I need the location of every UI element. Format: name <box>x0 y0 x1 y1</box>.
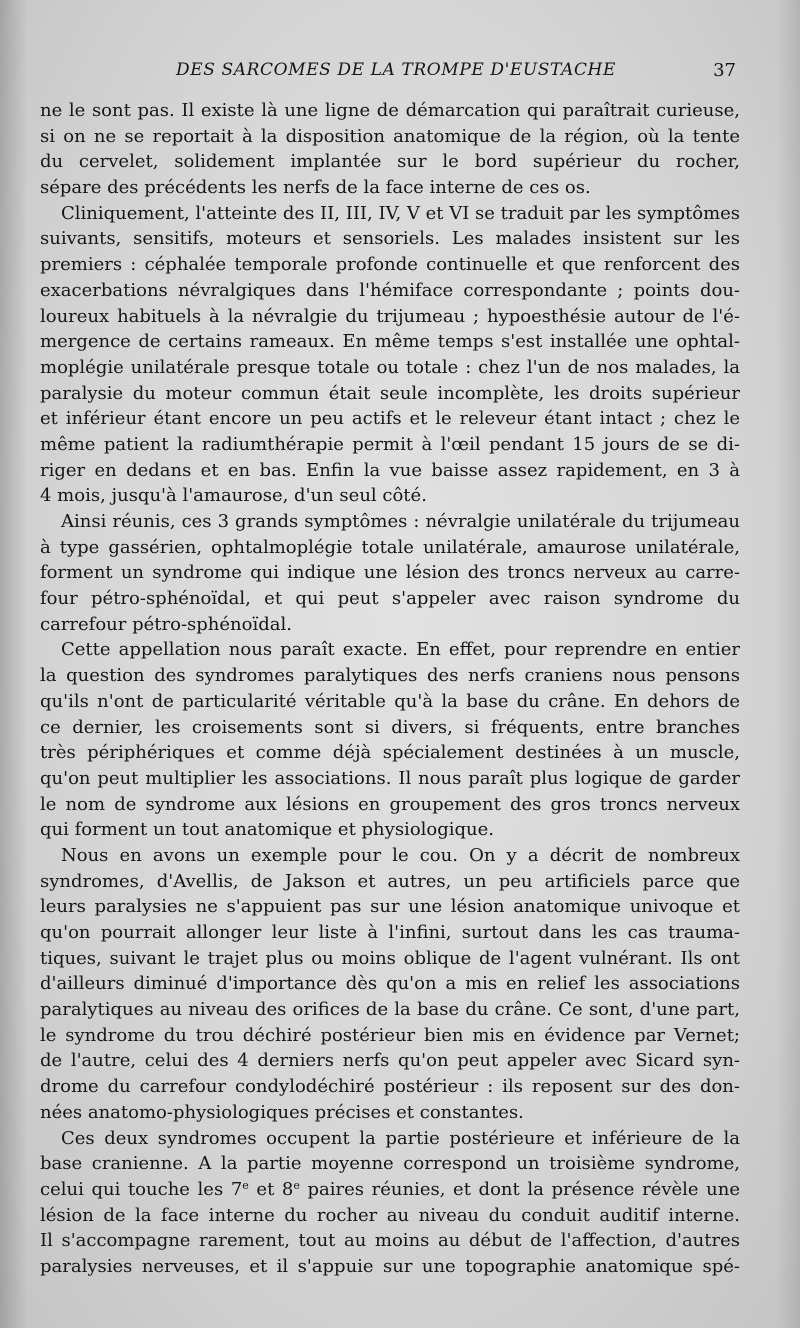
text-line: loureux habituels à la névralgie du trijumeau ; hypoesthésie autour de l'é- <box>40 305 740 327</box>
text-line: lésion de la face interne du rocher au niveau du conduit auditif interne. <box>40 1204 740 1226</box>
text-line-with-superscripts <box>40 1177 740 1203</box>
text-line: qu'on pourrait allonger leur liste à l'infini, surtout dans les cas trauma- <box>40 922 740 943</box>
text-line: syndromes, d'Avellis, de Jakson et autres, un peu artificiels parce que <box>40 870 740 892</box>
running-header <box>0 60 800 84</box>
text-line: suivants, sensitifs, moteurs et sensoriels. Les malades insistent sur les <box>40 228 740 250</box>
text-line: de l'autre, celui des 4 derniers nerfs qu'on peut appeler avec Sicard syn- <box>40 1050 740 1072</box>
text-line: qui forment un tout anatomique et physiologique. <box>40 819 495 841</box>
paragraph-first-line: Cette appellation nous paraît exacte. En effet, pour reprendre en entier <box>61 639 740 661</box>
text-fragment: celui qui touche les 7 <box>40 1178 243 1200</box>
text-line: à type gassérien, ophtalmoplégie totale unilatérale, amaurose unilatérale, <box>40 536 740 558</box>
paragraph-first-line: Ces deux syndromes occupent la partie postérieure et inférieure de la <box>61 1127 740 1149</box>
text-line: même patient la radiumthérapie permit à l'œil pendant 15 jours de se di- <box>40 433 740 455</box>
text-line: paralytiques au niveau des orifices de la base du crâne. Ce sont, d'une part, <box>40 999 740 1021</box>
paragraph-first-line: Ainsi réunis, ces 3 grands symptômes : névralgie unilatérale du trijumeau <box>61 511 740 532</box>
text-line: ne le sont pas. Il existe là une ligne de démarcation qui paraîtrait curieuse, <box>40 100 740 121</box>
text-line: la question des syndromes paralytiques des nerfs craniens nous pensons <box>40 665 740 687</box>
text-line: moplégie unilatérale presque totale ou totale : chez l'un de nos malades, la <box>40 356 740 378</box>
text-line: paralysies nerveuses, et il s'appuie sur une topographie anatomique spé- <box>40 1255 740 1277</box>
text-line: le nom de syndrome aux lésions en groupement des gros troncs nerveux <box>40 793 740 815</box>
body-text <box>40 98 740 1280</box>
text-line: très périphériques et comme déjà spécialement destinées à un muscle, <box>40 742 740 764</box>
text-line: mergence de certains rameaux. En même temps s'est installée une ophtal- <box>40 331 740 353</box>
text-line: qu'ils n'ont de particularité véritable qu'à la base du crâne. En dehors de <box>40 690 740 712</box>
text-line: 4 mois, jusqu'à l'amaurose, d'un seul côté. <box>40 485 427 507</box>
text-line: premiers : céphalée temporale profonde continuelle et que renforcent des <box>40 254 740 276</box>
text-line: qu'on peut multiplier les associations. Il nous paraît plus logique de garder <box>40 767 740 789</box>
text-line: d'ailleurs diminué d'importance dès qu'on a mis en relief les associations <box>40 973 740 995</box>
text-line: Il s'accompagne rarement, tout au moins au début de l'affection, d'autres <box>40 1230 740 1252</box>
text-line: riger en dedans et en bas. Enfin la vue baisse assez rapidement, en 3 à <box>40 459 740 481</box>
superscript: e <box>293 1178 300 1192</box>
superscript: e <box>242 1178 249 1192</box>
paragraph-first-line: Cliniquement, l'atteinte des II, III, IV, V et VI se traduit par les symptômes <box>61 202 741 224</box>
text-line: ce dernier, les croisements sont si divers, si fréquents, entre branches <box>40 716 740 738</box>
text-line: et inférieur étant encore un peu actifs et le releveur étant intact ; chez le <box>40 408 740 430</box>
text-line: tiques, suivant le trajet plus ou moins oblique de l'agent vulnérant. Ils ont <box>40 947 740 969</box>
text-fragment: paires réunies, et dont la présence révèle une <box>299 1178 741 1200</box>
text-line: paralysie du moteur commun était seule incomplète, les droits supérieur <box>40 382 740 404</box>
running-title: DES SARCOMES DE LA TROMPE D'EUSTACHE <box>176 60 616 80</box>
text-line: base cranienne. A la partie moyenne correspond un troisième syndrome, <box>40 1153 740 1175</box>
text-line: nées anatomo-physiologiques précises et constantes. <box>40 1101 524 1123</box>
page-number: 37 <box>713 60 736 81</box>
paragraph-first-line: Nous en avons un exemple pour le cou. On y a décrit de nombreux <box>61 844 740 866</box>
text-line: exacerbations névralgiques dans l'hémiface correspondante ; points dou- <box>40 279 740 301</box>
text-line: si on ne se reportait à la disposition anatomique de la région, où la tente <box>40 125 740 147</box>
text-line: leurs paralysies ne s'appuient pas sur une lésion anatomique univoque et <box>40 896 740 918</box>
text-line: du cervelet, solidement implantée sur le bord supérieur du rocher, <box>40 151 740 173</box>
text-line: carrefour pétro-sphénoïdal. <box>40 613 292 635</box>
text-line: le syndrome du trou déchiré postérieur bien mis en évidence par Vernet; <box>40 1024 740 1046</box>
text-line: drome du carrefour condylodéchiré postérieur : ils reposent sur des don- <box>40 1076 740 1098</box>
text-fragment: et 8 <box>248 1178 294 1200</box>
text-line: sépare des précédents les nerfs de la face interne de ces os. <box>40 177 591 199</box>
text-line: forment un syndrome qui indique une lésion des troncs nerveux au carre- <box>40 562 740 584</box>
text-line: four pétro-sphénoïdal, et qui peut s'appeler avec raison syndrome du <box>40 588 740 610</box>
